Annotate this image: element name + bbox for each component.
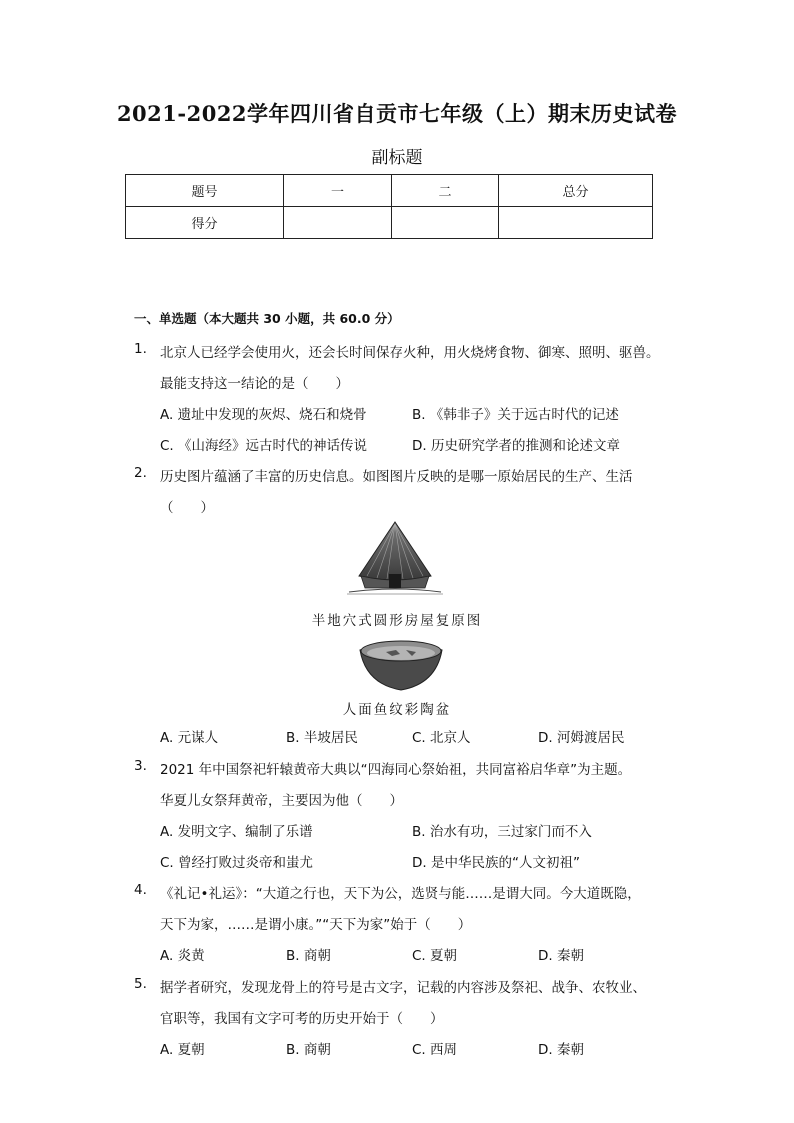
table-cell: 二	[392, 175, 499, 207]
option-d[interactable]: D. 秦朝	[538, 948, 584, 964]
option-a[interactable]: A. 元谋人	[160, 730, 219, 746]
table-cell: 题号	[126, 175, 284, 207]
option-c[interactable]: C. 曾经打败过炎帝和蚩尤	[160, 855, 314, 871]
option-b[interactable]: B. 《韩非子》关于远古时代的记述	[412, 407, 619, 423]
option-c[interactable]: C. 《山海经》远古时代的神话传说	[160, 438, 368, 454]
question-text: 天下为家，……是谓小康。”“天下为家”始于（ ）	[160, 917, 472, 933]
option-b[interactable]: B. 商朝	[286, 1042, 331, 1058]
painted-pottery-basin-image	[356, 636, 446, 692]
table-cell: 总分	[499, 175, 653, 207]
option-d[interactable]: D. 秦朝	[538, 1042, 584, 1058]
section-title: 一、单选题（本大题共 30 小题，共 60.0 分）	[134, 311, 400, 326]
option-d[interactable]: D. 河姆渡居民	[538, 730, 625, 746]
table-cell[interactable]	[499, 207, 653, 239]
option-d[interactable]: D. 是中华民族的“人文初祖”	[412, 855, 580, 871]
option-d[interactable]: D. 历史研究学者的推测和论述文章	[412, 438, 620, 454]
question-text: 官职等，我国有文字可考的历史开始于（ ）	[160, 1011, 444, 1027]
option-a[interactable]: A. 发明文字、编制了乐谱	[160, 824, 313, 840]
option-a[interactable]: A. 夏朝	[160, 1042, 205, 1058]
option-a[interactable]: A. 炎黄	[160, 948, 205, 964]
question-text: 2021 年中国祭祀轩辕黄帝大典以“四海同心祭始祖，共同富裕启华章”为主题。	[160, 762, 632, 778]
question-text: 华夏儿女祭拜黄帝，主要因为他（ ）	[160, 793, 403, 809]
question-text: 《礼记•礼运》：“大道之行也，天下为公，选贤与能……是谓大同。今大道既隐，	[160, 886, 641, 902]
table-cell[interactable]	[284, 207, 392, 239]
page-title: 2021-2022学年四川省自贡市七年级（上）期末历史试卷	[116, 101, 678, 126]
question-number: 4.	[134, 882, 147, 898]
question-text: 历史图片蕴涵了丰富的历史信息。如图图片反映的是哪一原始居民的生产、生活	[160, 469, 633, 485]
score-table	[125, 174, 653, 239]
page-subtitle: 副标题	[371, 148, 423, 168]
table-cell: 得分	[126, 207, 284, 239]
score-table-row	[126, 175, 653, 207]
question-text: （ ）	[160, 500, 214, 516]
round-house-image	[345, 518, 445, 598]
option-b[interactable]: B. 半坡居民	[286, 730, 358, 746]
option-c[interactable]: C. 西周	[412, 1042, 458, 1058]
option-c[interactable]: C. 北京人	[412, 730, 471, 746]
question-text: 北京人已经学会使用火，还会长时间保存火种，用火烧烤食物、御寒、照明、驱兽。	[160, 345, 660, 361]
question-text: 据学者研究，发现龙骨上的符号是古文字，记载的内容涉及祭祀、战争、农牧业、	[160, 980, 646, 996]
question-number: 1.	[134, 341, 147, 357]
option-a[interactable]: A. 遗址中发现的灰烬、烧石和烧骨	[160, 407, 367, 423]
table-cell[interactable]	[392, 207, 499, 239]
image-caption: 人面鱼纹彩陶盆	[342, 702, 452, 718]
score-table-row	[126, 207, 653, 239]
question-number: 3.	[134, 758, 147, 774]
option-b[interactable]: B. 商朝	[286, 948, 331, 964]
option-b[interactable]: B. 治水有功，三过家门而不入	[412, 824, 592, 840]
option-c[interactable]: C. 夏朝	[412, 948, 458, 964]
question-number: 5.	[134, 976, 147, 992]
image-caption: 半地穴式圆形房屋复原图	[311, 613, 483, 629]
table-cell: 一	[284, 175, 392, 207]
question-text: 最能支持这一结论的是（ ）	[160, 376, 349, 392]
question-number: 2.	[134, 465, 147, 481]
